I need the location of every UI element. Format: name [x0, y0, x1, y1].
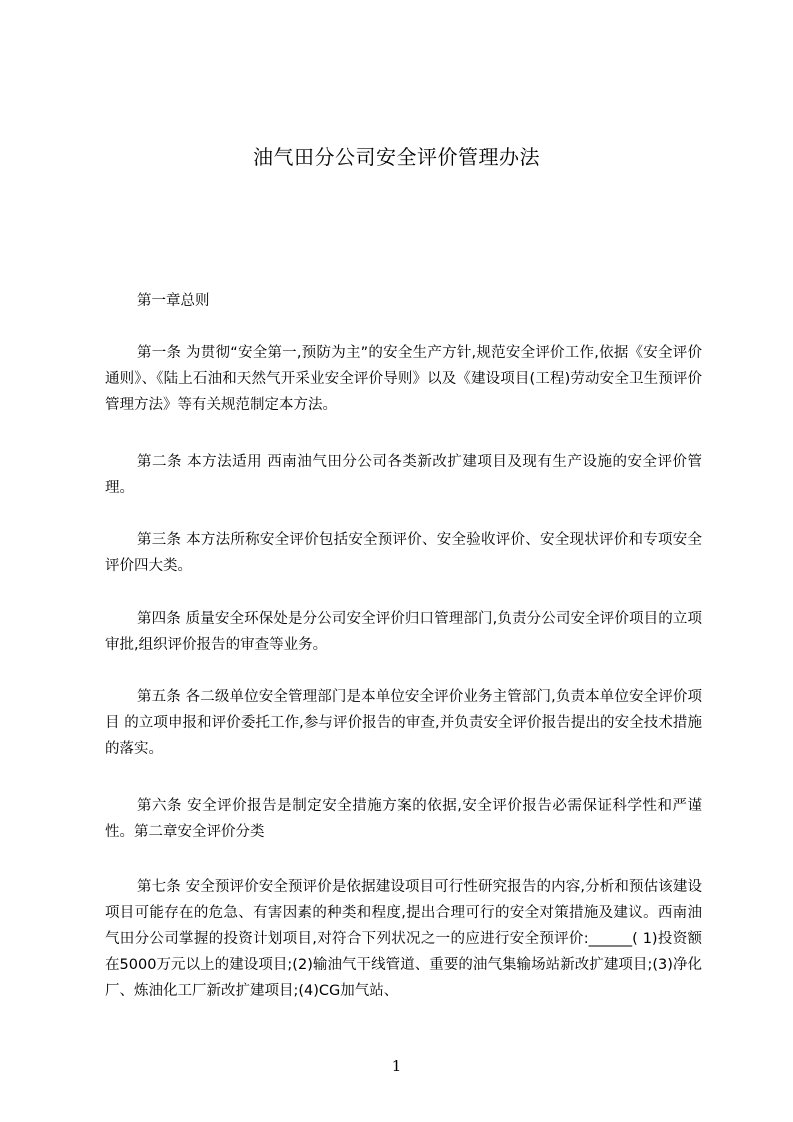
- article-paragraph-2: 第二条 本方法适用 西南油气田分公司各类新改扩建项目及现有生产设施的安全评价管理。: [105, 454, 702, 496]
- page-number: 1: [391, 1057, 402, 1075]
- article-paragraph-6: 第六条 安全评价报告是制定安全措施方案的依据,安全评价报告必需保证科学性和严谨性。第二章安全评价分类: [105, 798, 702, 840]
- article-paragraph-7: 第七条 安全预评价安全预评价是依据建设项目可行性研究报告的内容,分析和预估该建设项目可能存在的危急、有害因素的种类和程度,提出合理可行的安全对策措施及建议。西南油气田分公司掌握的投资计划项目,对符合下列状况之一的应进行安全预评价:______( 1)投资额在5000万元以上的建设项目;(2)输油气干线管道、重要的油气集输场站新改扩建项目;(3)净化厂、炼油化工厂新改扩建项目;(4)CG加气站、: [105, 879, 702, 999]
- chapter-heading: 第一章总则: [137, 293, 210, 309]
- article-paragraph-4: 第四条 质量安全环保处是分公司安全评价归口管理部门,负责分公司安全评价项目的立项审批,组织评价报告的审查等业务。: [105, 611, 702, 653]
- document-title: 油气田分公司安全评价管理办法: [253, 145, 540, 169]
- article-paragraph-1: 第一条 为贯彻“安全第一,预防为主”的安全生产方针,规范安全评价工作,依据《安全评价通则》、《陆上石油和天然气开采业安全评价导则》以及《建设项目(工程)劳动安全卫生预评价管理方法》等有关规范制定本方法。: [105, 345, 702, 413]
- article-paragraph-3: 第三条 本方法所称安全评价包括安全预评价、安全验收评价、安全现状评价和专项安全评价四大类。: [105, 532, 702, 574]
- article-paragraph-5: 第五条 各二级单位安全管理部门是本单位安全评价业务主管部门,负责本单位安全评价项目 的立项申报和评价委托工作,参与评价报告的审查,并负责安全评价报告提出的安全技术措施的落实。: [105, 689, 702, 757]
